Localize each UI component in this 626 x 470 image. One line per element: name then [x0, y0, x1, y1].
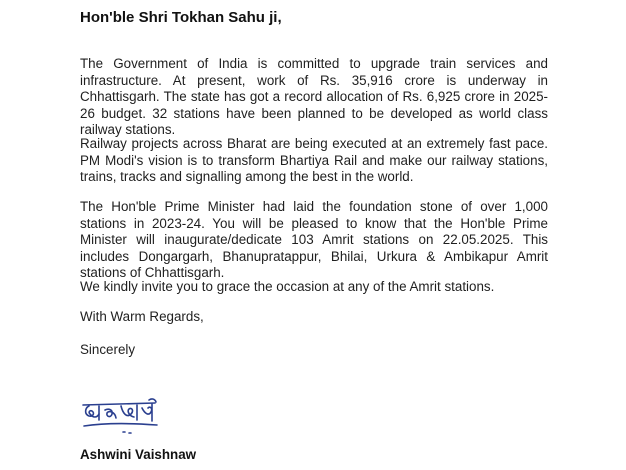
paragraph-amrit-stations: The Hon'ble Prime Minister had laid the foundation stone of over 1,000 stations in 2023-24. You will be pleased to know that the Hon'ble Prime Minister will inaugurate/dedicate 103 Amrit stations on 22.05.2025. This includes Dongargarh, Bhanupratappur, Bhilai, Urkura & Ambikapur Amrit stations of Chhattisgarh. — [80, 199, 548, 280]
paragraph-invitation: We kindly invite you to grace the occasion at any of the Amrit stations. — [80, 279, 495, 294]
closing-sincerely: Sincerely — [80, 342, 136, 357]
closing-regards: With Warm Regards, — [80, 309, 204, 324]
salutation: Hon'ble Shri Tokhan Sahu ji, — [80, 9, 282, 26]
handwritten-signature — [79, 396, 161, 436]
paragraph-infrastructure: The Government of India is committed to upgrade train services and infrastructure. At present, work of Rs. 35,916 crore is underway in Chhattisgarh. The state has got a record allocation of Rs. 6,925 crore in 2025-26 budget. 32 stations have been planned to be developed as world class railway stations. — [80, 56, 548, 137]
paragraph-railway-projects: Railway projects across Bharat are being executed at an extremely fast pace. PM Modi's vision is to transform Bhartiya Rail and make our railway stations, trains, tracks and signalling among the best in the world. — [80, 136, 548, 184]
signer-name: Ashwini Vaishnaw — [80, 447, 197, 462]
